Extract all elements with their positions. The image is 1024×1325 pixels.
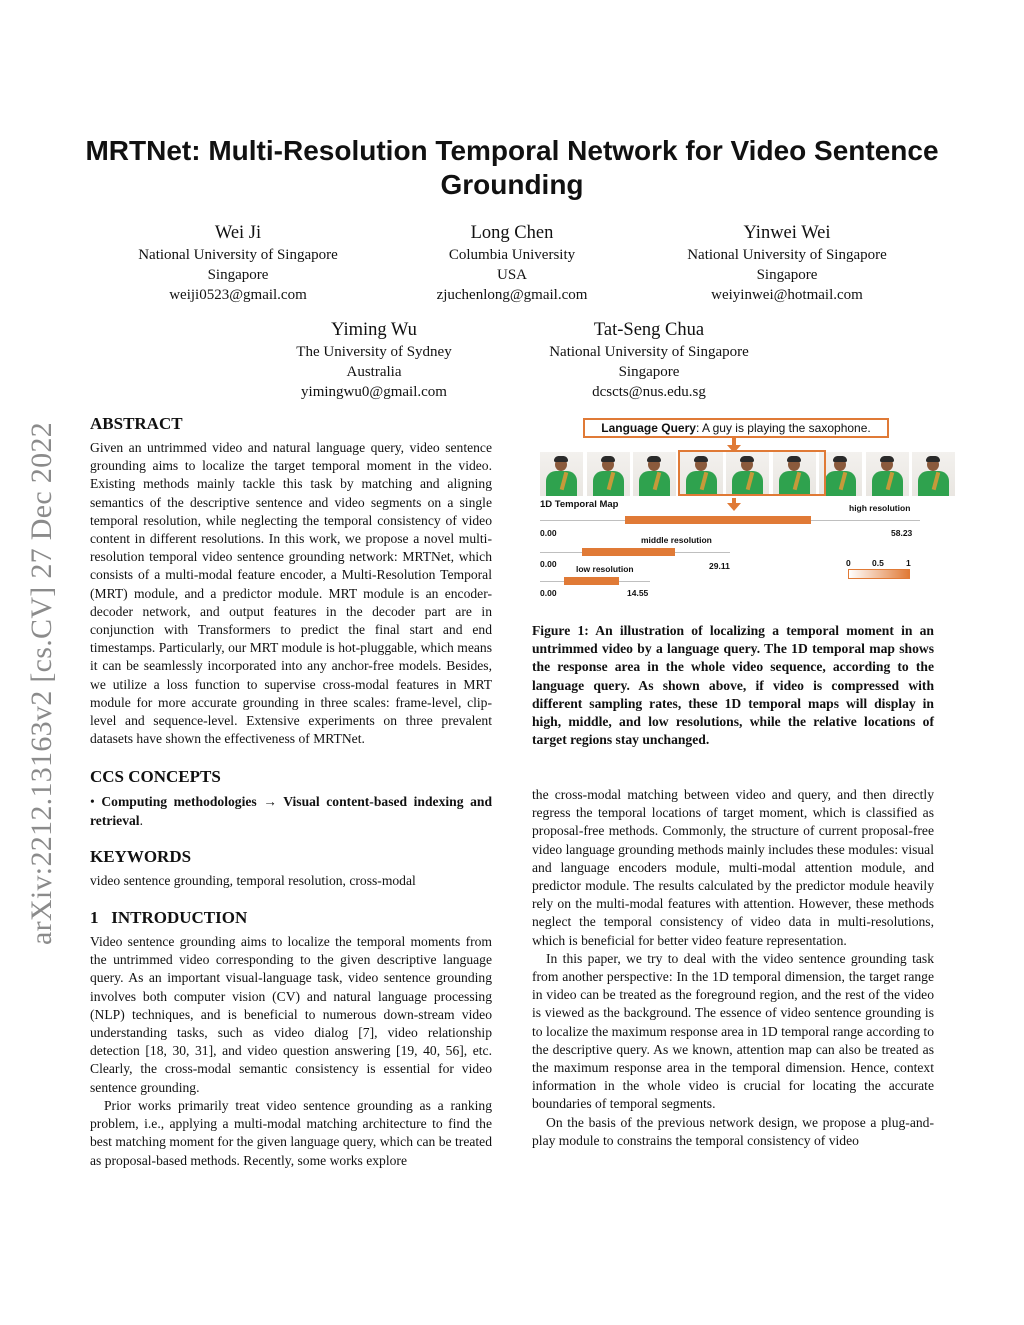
- middle-end: 29.11: [709, 561, 730, 571]
- author-affiliation: Columbia University: [448, 247, 576, 263]
- abstract-text: Given an untrimmed video and natural language query, video sentence grounding aims to localize the target temporal moment in the video. Existing methods mainly tackle this task by matching and aligning semantics of the descriptive sentence and video segments on a single temporal resolution, while neglecting the temporal consistency of video content in different resolutions. In this work, we propose a novel multi-resolution temporal video sentence grounding network: MRTNet, which consists of a multi-modal feature encoder, a Multi-Resolution Temporal (MRT) module, and a predictor module. MRT module is an encoder-decoder network, and output features in the decoder part are in conjunction with Transformers to predict the final start and end timestamps. Particularly, our MRT module is hot-pluggable, which means it can be seamlessly incorporated into any anchor-free models. Besides, we utilize a loss function to supervise cross-modal features in MRT module for more accurate grounding in three scales: frame-level, clip-level and sequence-level. Extensive experiments on three prevalent datasets have shown the effectiveness of MRTNet.: [90, 440, 492, 747]
- color-scale-legend: [848, 569, 910, 579]
- author-email[interactable]: zjuchenlong@gmail.com: [436, 287, 588, 303]
- author-block: [108, 221, 368, 305]
- author-country: Singapore: [207, 267, 269, 283]
- high-resolution-label: high resolution: [849, 503, 911, 513]
- left-column: [90, 413, 492, 1170]
- author-block: [519, 318, 779, 402]
- high-start: 0.00: [540, 528, 557, 538]
- author-block: [244, 318, 504, 402]
- author-name: Tat-Seng Chua: [593, 320, 705, 340]
- author-email[interactable]: yimingwu0@gmail.com: [301, 384, 447, 400]
- author-affiliation: National University of Singapore: [549, 344, 749, 360]
- ccs-heading: CCS CONCEPTS: [90, 767, 221, 787]
- temporal-map-label: 1D Temporal Map: [540, 499, 619, 510]
- high-resolution-segment: [625, 516, 811, 524]
- author-email[interactable]: weiyinwei@hotmail.com: [711, 287, 863, 303]
- down-arrow-icon: [727, 503, 741, 511]
- author-country: Singapore: [618, 364, 680, 380]
- right-column: [532, 786, 934, 1150]
- intro-paragraph-2: Prior works primarily treat video sentence grounding as a ranking problem, i.e., applying a multi-modal matching architecture to find the best matching moment for the given language query, which can be treated as proposal-based methods. Recently, some works explore: [90, 1097, 492, 1168]
- author-affiliation: National University of Singapore: [687, 247, 887, 263]
- video-frame: [866, 452, 909, 496]
- language-query-box: [583, 418, 889, 438]
- ccs-period: .: [139, 812, 143, 828]
- author-name: Long Chen: [470, 223, 554, 243]
- video-frame: [540, 452, 583, 496]
- middle-start: 0.00: [540, 559, 557, 569]
- author-email[interactable]: weiji0523@gmail.com: [169, 287, 307, 303]
- low-start: 0.00: [540, 588, 557, 598]
- ccs-item: [90, 793, 492, 829]
- keywords-text: video sentence grounding, temporal resolution, cross-modal: [90, 872, 416, 888]
- legend-max: 1: [906, 558, 911, 568]
- query-label: Language Query: [601, 421, 696, 435]
- paper-title: MRTNet: Multi-Resolution Temporal Network for Video Sentence Grounding: [85, 135, 939, 200]
- intro-paragraph-3: the cross-modal matching between video and query, and then directly regress the temporal locations of target moment, which is classified as proposal-free methods. Commonly, the structure of current proposal-free video language grounding methods mainly includes these modules: visual and language encoders module, multi-modal attention module, and predictor module. The results calculated by the predictor module heavily rely on the multi-modal features with attention. However, these methods neglect the temporal consistency of video data in multi-resolutions, which is beneficial for better video feature representation.: [532, 787, 934, 948]
- low-resolution-label: low resolution: [576, 564, 634, 574]
- video-frame: [633, 452, 676, 496]
- intro-paragraph-1: Video sentence grounding aims to localize the temporal moments from the untrimmed video corresponding to the given descriptive language query. As an important visual-language task, video sentence grounding involves both computer vision (CV) and natural language processing (NLP) techniques, and is beneficial to numerous down-stream video understanding tasks, such as video dialog [7], video relationship detection [18, 30, 31], and video question answering [19, 40, 56], etc. Clearly, the cross-modal semantic consistency is essential for video sentence grounding.: [90, 934, 492, 1095]
- intro-heading: 1 INTRODUCTION: [90, 908, 248, 928]
- middle-resolution-segment: [582, 548, 675, 556]
- video-frame: [587, 452, 630, 496]
- author-country: Singapore: [756, 267, 818, 283]
- intro-paragraph-4: In this paper, we try to deal with the video sentence grounding task from another perspective: In the 1D temporal dimension, the target range in video can be treated as the foreground region, and the rest of the video is viewed as the background. The essence of video sentence grounding is to localize the maximum response area in 1D temporal range according to the descriptive query. As we known, attention map can also be treated as the maximum response area in the temporal dimension. Hence, context information in the whole video is crucial for locating the accurate boundaries of temporal segments.: [532, 950, 934, 1112]
- author-email[interactable]: dcscts@nus.edu.sg: [592, 384, 706, 400]
- keywords-heading: KEYWORDS: [90, 846, 192, 866]
- figure-caption: Figure 1: An illustration of localizing a temporal moment in an untrimmed video by a language query. The 1D temporal map shows the response area in the whole video sequence, according to the language query. As shown above, if video is compressed with different sampling rates, these 1D temporal maps will display in high, middle, and low resolutions, while the relative locations of target regions stay unchanged.: [532, 623, 934, 748]
- ccs-concept: Computing methodologies → Visual content-based indexing and retrieval: [90, 794, 492, 828]
- author-name: Wei Ji: [214, 223, 262, 243]
- middle-resolution-label: middle resolution: [641, 535, 712, 545]
- legend-mid: 0.5: [872, 558, 884, 568]
- high-end: 58.23: [891, 528, 913, 538]
- author-affiliation: The University of Sydney: [296, 344, 452, 360]
- author-country: USA: [496, 267, 527, 283]
- target-moment-highlight: [678, 450, 826, 496]
- bullet: •: [90, 794, 95, 810]
- author-affiliation: National University of Singapore: [138, 247, 338, 263]
- query-text: : A guy is playing the saxophone.: [695, 421, 871, 435]
- low-end: 14.55: [627, 588, 649, 598]
- author-name: Yinwei Wei: [743, 223, 831, 243]
- intro-paragraph-5: On the basis of the previous network design, we propose a plug-and-play module to constrains the temporal consistency of video: [532, 1114, 934, 1148]
- legend-min: 0: [846, 558, 851, 568]
- abstract-heading: ABSTRACT: [90, 414, 183, 433]
- video-frame: [912, 452, 955, 496]
- author-name: Yiming Wu: [331, 320, 417, 340]
- low-resolution-segment: [564, 577, 618, 585]
- author-block: [657, 221, 917, 305]
- arxiv-identifier: arXiv:2212.13163v2 [cs.CV] 27 Dec 2022: [25, 422, 58, 945]
- author-block: [382, 221, 642, 305]
- author-country: Australia: [346, 364, 402, 380]
